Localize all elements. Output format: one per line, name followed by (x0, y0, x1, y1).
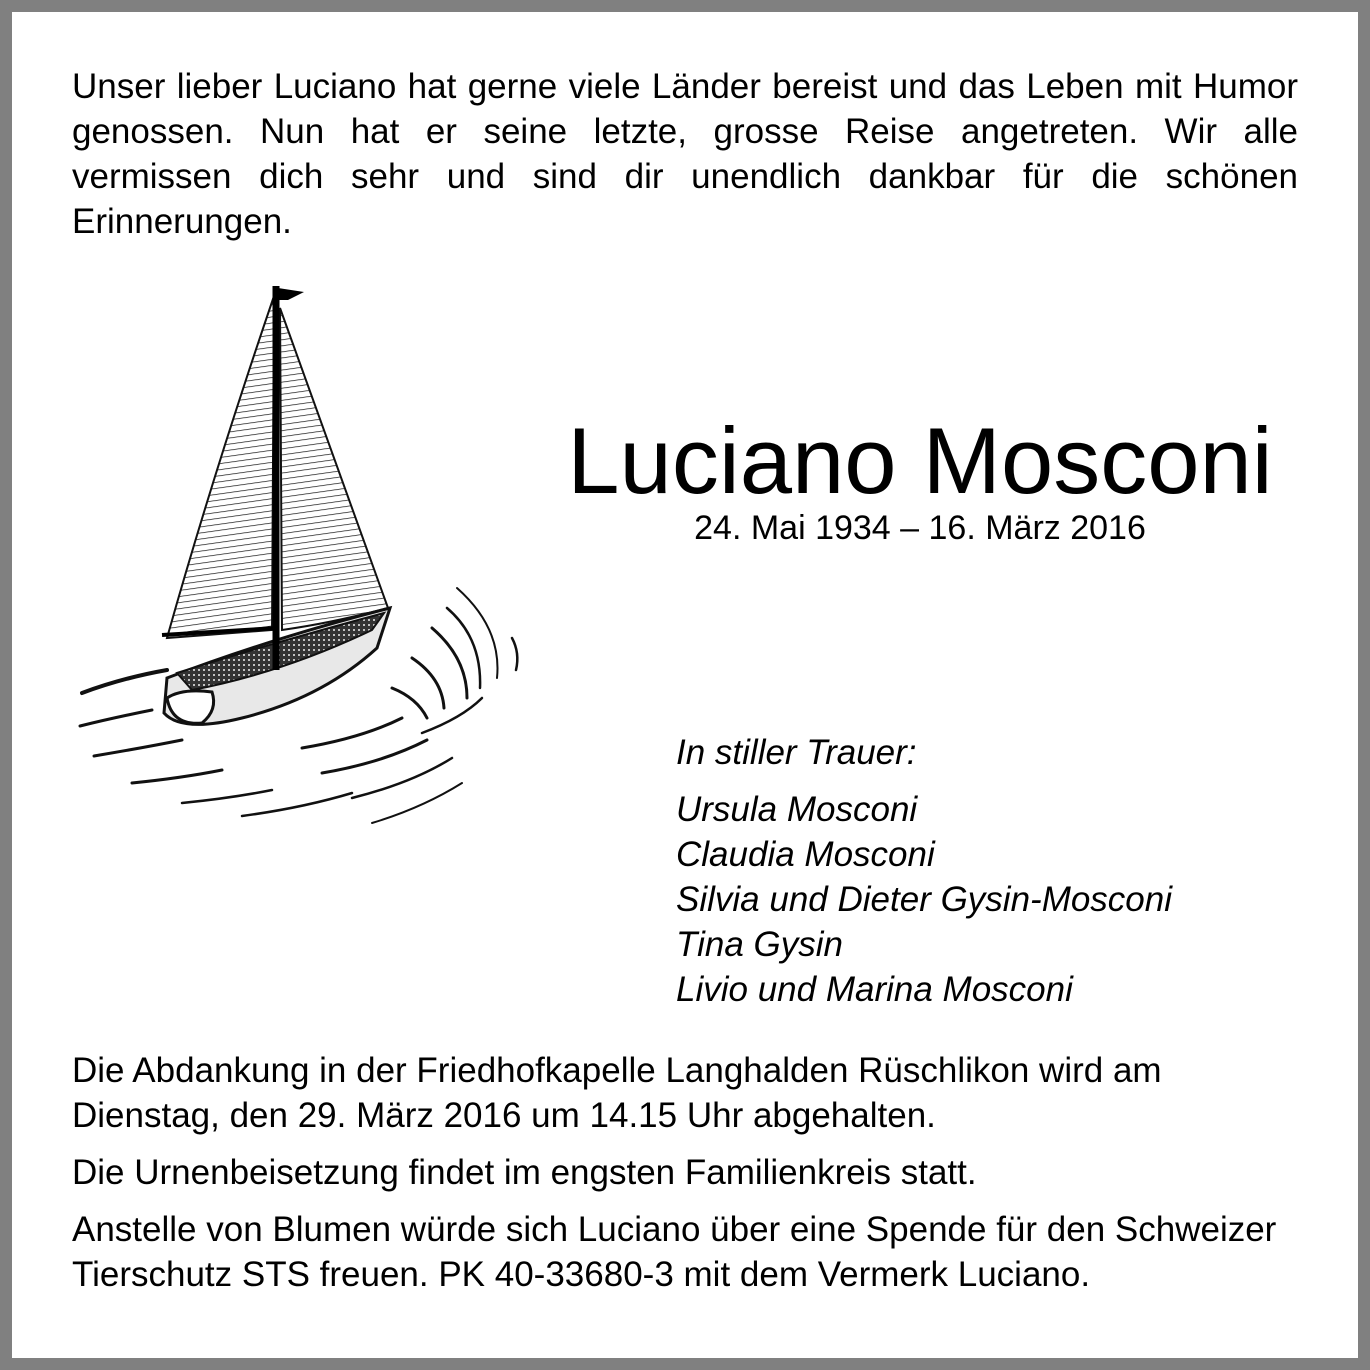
mourners-list (676, 787, 1316, 1012)
ceremony-notice: Die Abdankung in der Friedhofkapelle Langhalden Rüschlikon wird am Dienstag, den 29. März 2016 um 14.15 Uhr abgehalten. (72, 1051, 1162, 1135)
mourners-heading: In stiller Trauer: (676, 733, 917, 772)
mourner-name: Silvia und Dieter Gysin-Mosconi (676, 880, 1173, 919)
mourner-name: Tina Gysin (676, 925, 843, 964)
mourner-name: Ursula Mosconi (676, 790, 918, 829)
mourner-name: Claudia Mosconi (676, 835, 935, 874)
sailboat-icon (72, 278, 532, 838)
burial-notice: Die Urnenbeisetzung findet im engsten Familienkreis statt. (72, 1153, 977, 1192)
mourners-block (676, 730, 1316, 1012)
donation-notice: Anstelle von Blumen würde sich Luciano über eine Spende für den Schweizer Tierschutz STS freuen. PK 40-33680-3 mit dem Vermerk Luciano. (72, 1210, 1277, 1294)
life-dates: 24. Mai 1934 – 16. März 2016 (694, 509, 1146, 547)
mourner-name: Livio und Marina Mosconi (676, 970, 1073, 1009)
intro-text: Unser lieber Luciano hat gerne viele Länder bereist und das Leben mit Humor genossen. Nun hat er seine letzte, grosse Reise angetreten. Wir alle vermissen dich sehr und sind dir unendlich dankbar für die schönen Erinnerungen. (72, 67, 1298, 241)
deceased-name: Luciano Mosconi (567, 408, 1273, 513)
notices-block (72, 1048, 1312, 1309)
